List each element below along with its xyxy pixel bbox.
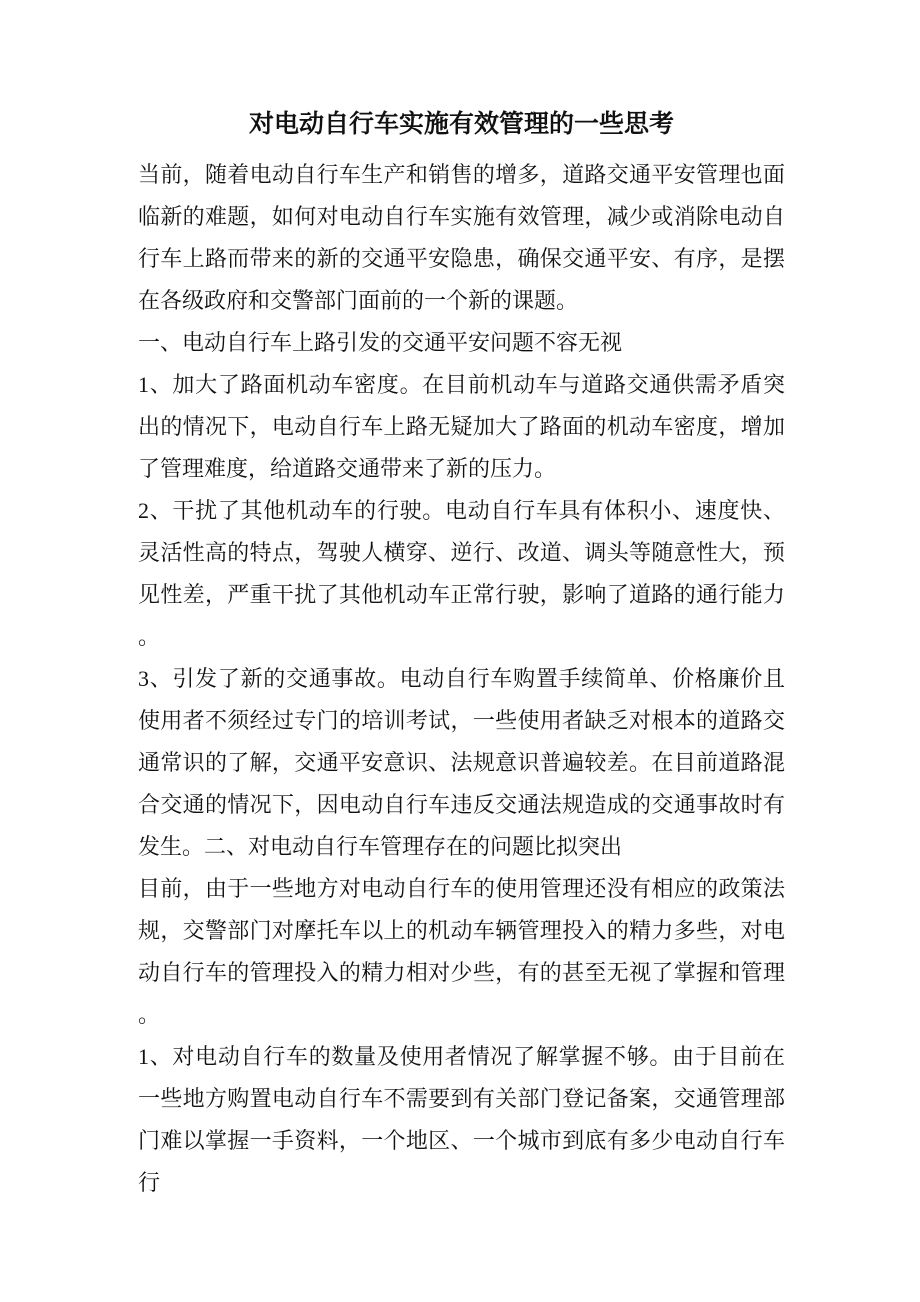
document-paragraph: 当前，随着电动自行车生产和销售的增多，道路交通平安管理也面临新的难题，如何对电动自行车实施有效管理，减少或消除电动自行车上路而带来的新的交通平安隐患，确保交通平安、有序，是摆在各级政府和交警部门面前的一个新的课题。 bbox=[138, 162, 785, 313]
document-paragraph: 1、加大了路面机动车密度。在目前机动车与道路交通供需矛盾突出的情况下，电动自行车上路无疑加大了路面的机动车密度，增加了管理难度，给道路交通带来了新的压力。 bbox=[138, 372, 785, 481]
document-paragraph: 目前，由于一些地方对电动自行车的使用管理还没有相应的政策法规，交警部门对摩托车以上的机动车辆管理投入的精力多些，对电动自行车的管理投入的精力相对少些，有的甚至无视了掌握和管理。 bbox=[138, 876, 785, 1027]
document-paragraph: 一、电动自行车上路引发的交通平安问题不容无视 bbox=[138, 330, 623, 355]
document-paragraph: 3、引发了新的交通事故。电动自行车购置手续简单、价格廉价且使用者不须经过专门的培训考试，一些使用者缺乏对根本的道路交通常识的了解，交通平安意识、法规意识普遍较差。在目前道路混合交通的情况下，因电动自行车违反交通法规造成的交通事故时有发生。二、对电动自行车管理存在的问题比拟突出 bbox=[138, 666, 785, 859]
document-title: 对电动自行车实施有效管理的一些思考 bbox=[248, 111, 674, 138]
document-paragraph: 1、对电动自行车的数量及使用者情况了解掌握不够。由于目前在一些地方购置电动自行车不需要到有关部门登记备案，交通管理部门难以掌握一手资料，一个地区、一个城市到底有多少电动自行车行 bbox=[138, 1044, 785, 1195]
document-paragraph: 2、干扰了其他机动车的行驶。电动自行车具有体积小、速度快、灵活性高的特点，驾驶人横穿、逆行、改道、调头等随意性大，预见性差，严重干扰了其他机动车正常行驶，影响了道路的通行能力。 bbox=[138, 498, 785, 649]
